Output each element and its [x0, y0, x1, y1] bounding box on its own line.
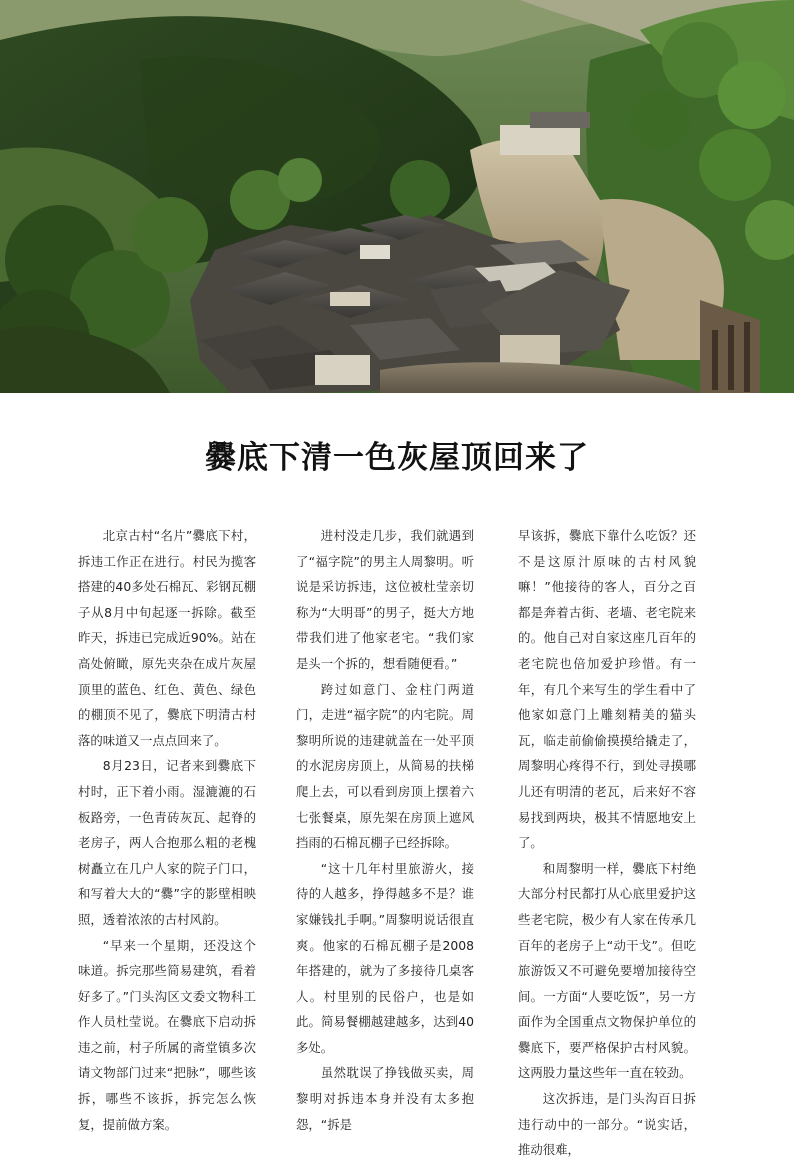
paragraph: 这次拆违，是门头沟百日拆违行动中的一部分。“说实话，推动很难，	[518, 1091, 696, 1158]
paragraph: 8月23日，记者来到爨底下村时，正下着小雨。湿漉漉的石板路旁，一色青砖灰瓦、起脊的老房子，两人合抱那么粗的老槐树矗立在几户人家的院子门口，和写着大大的“爨”字的影壁相映照，透着浓浓的古村风韵。	[78, 758, 256, 927]
paragraph: “早来一个星期，还没这个味道。拆完那些简易建筑，看着好多了。”门头沟区文委文物科工作人员杜莹说。在爨底下启动拆违之前，村子所属的斋堂镇多次请文物部门过来“把脉”，哪些该拆，哪些不该拆，拆完怎么恢复，提前做方案。	[78, 937, 256, 1132]
article-column-2	[296, 523, 474, 1137]
paragraph: 和周黎明一样，爨底下村绝大部分村民都打从心底里爱护这些老宅院，极少有人家在传承几百年的老房子上“动干戈”。但吃旅游饭又不可避免要增加接待空间。一方面“人要吃饭”，另一方面作为全国重点文物保护单位的爨底下，要严格保护古村风貌。这两股力量这些年一直在较劲。	[518, 860, 696, 1081]
paragraph: “这十几年村里旅游火，接待的人越多，挣得越多不是？谁家嫌钱扎手啊。”周黎明说话很直爽。他家的石棉瓦棚子是2008年搭建的，就为了多接待几桌客人。村里别的民俗户，也是如此。简易餐棚越建越多，达到40多处。	[296, 860, 474, 1055]
article-column-3	[518, 523, 696, 1163]
paragraph-continued: 早该拆，爨底下靠什么吃饭？还不是这原汁原味的古村风貌嘛！”他接待的客人，百分之百都是奔着古街、老墙、老宅院来的。他自己对自家这座几百年的老宅院也倍加爱护珍惜。有一年，有几个来写生的学生看中了他家如意门上雕刻精美的猫头瓦，临走前偷偷摸摸给撬走了，周黎明心疼得不行，到处寻摸哪儿还有明清的老瓦，后来好不容易找到两块，极其不情愿地安上了。	[518, 528, 696, 851]
paragraph: 虽然耽误了挣钱做买卖，周黎明对拆违本身并没有太多抱怨，“拆是	[296, 1065, 474, 1132]
paragraph: 北京古村“名片”爨底下村，拆违工作正在进行。村民为揽客搭建的40多处石棉瓦、彩钢瓦棚子从8月中旬起逐一拆除。截至昨天，拆违已完成近90%。站在高处俯瞰，原先夹杂在成片灰屋顶里的蓝色、红色、黄色、绿色的棚顶不见了，爨底下明清古村落的味道又一点点回来了。	[78, 528, 256, 748]
paragraph: 跨过如意门、金柱门两道门，走进“福字院”的内宅院。周黎明所说的违建就盖在一处平顶的水泥房房顶上，从简易的扶梯爬上去，可以看到房顶上摆着六七张餐桌，原先架在房顶上遮风挡雨的石棉瓦棚子已经拆除。	[296, 681, 474, 851]
paragraph: 进村没走几步，我们就遇到了“福字院”的男主人周黎明。听说是采访拆违，这位被杜莹亲切称为“大明哥”的男子，挺大方地带我们进了他家老宅。“我们家是头一个拆的，想看随便看。”	[296, 528, 474, 671]
village-landscape-illustration	[0, 0, 794, 393]
article-title: 爨底下清一色灰屋顶回来了	[205, 440, 589, 476]
village-hero-photo	[0, 0, 794, 393]
article-column-1	[78, 523, 256, 1137]
